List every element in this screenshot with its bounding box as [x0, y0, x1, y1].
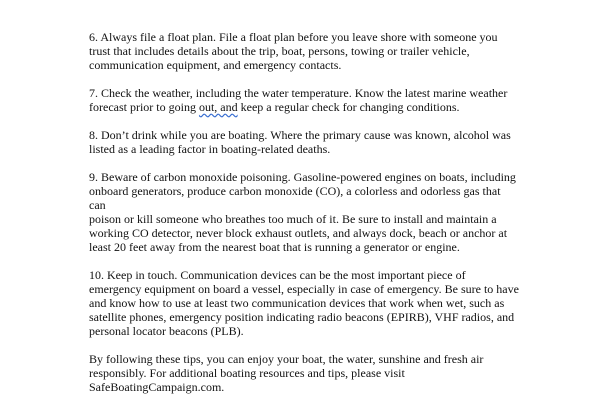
paragraph-tip-7 [89, 86, 519, 114]
paragraph-closing: By following these tips, you can enjoy your boat, the water, sunshine and fresh air responsibly. For additional boating resources and tips, please visit SafeBoatingCampaign.com. [89, 352, 484, 394]
tip-7-text-end: keep a regular check for changing conditions. [237, 100, 460, 114]
grammar-flagged-text[interactable]: out, and [198, 100, 238, 114]
paragraph-tip-10: 10. Keep in touch. Communication devices can be the most important piece of emergency equipment on board a vessel, especially in case of emergency. Be sure to have and know how to use at least two communication devices that work when wet, such as satellite phones, emergency position indicating radio beacons (EPIRB), VHF radios, and personal locator beacons (PLB). [89, 268, 519, 338]
document-body[interactable] [89, 30, 519, 408]
paragraph-tip-9: 9. Beware of carbon monoxide poisoning. Gasoline-powered engines on boats, including onboard generators, produce carbon monoxide (CO), a colorless and odorless gas that can poison or kill someone who breathes too much of it. Be sure to install and maintain a working CO detector, never block exhaust outlets, and always dock, beach or anchor at least 20 feet away from the nearest boat that is running a generator or engine. [89, 170, 516, 254]
paragraph-tip-6: 6. Always file a float plan. File a float plan before you leave shore with someone you trust that includes details about the trip, boat, persons, towing or trailer vehicle, communication equipment, and emergency contacts. [89, 30, 498, 72]
paragraph-tip-8: 8. Don’t drink while you are boating. Where the primary cause was known, alcohol was listed as a leading factor in boating-related deaths. [89, 128, 511, 156]
tip-7-text-start: 7. Check the weather, including the water temperature. Know the latest marine weather forecast prior to going [89, 86, 508, 114]
